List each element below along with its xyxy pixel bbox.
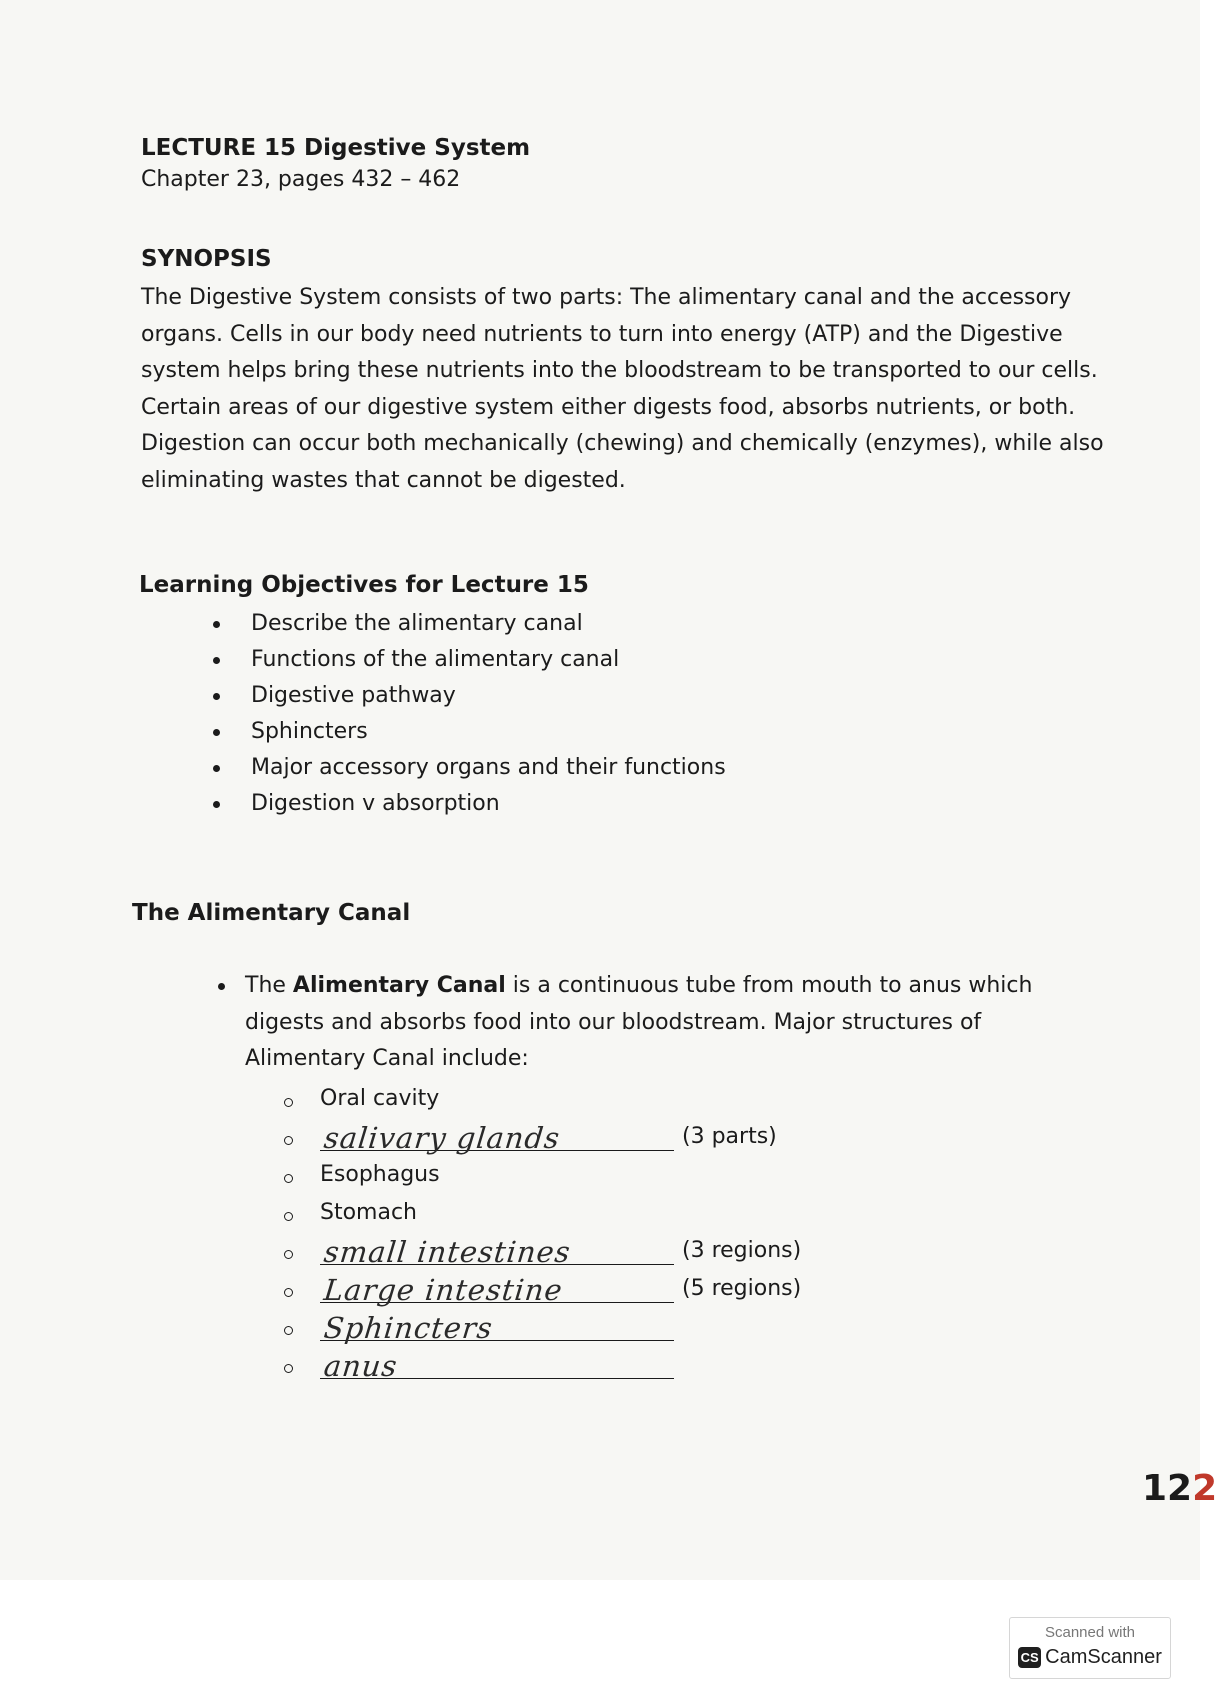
hollow-bullet-icon [284, 1136, 293, 1145]
bullet-icon [213, 729, 220, 736]
list-item [282, 1120, 842, 1158]
list-item [282, 1196, 842, 1234]
structure-text: Oral cavity [320, 1086, 440, 1111]
scanner-brand-row [1010, 1646, 1170, 1668]
structure-note: (3 regions) [682, 1238, 802, 1263]
page-number-visible: 12 [1142, 1468, 1193, 1509]
fill-in-blank [320, 1310, 674, 1345]
synopsis-section [141, 244, 1121, 500]
page-number-cut-digit: 2 [1192, 1468, 1217, 1509]
canal-description-prefix: The [245, 973, 293, 998]
objective-text: Digestive pathway [251, 683, 456, 708]
handwritten-answer: Large intestine [322, 1273, 565, 1307]
structure-text: Esophagus [320, 1162, 440, 1187]
page-number [1142, 1467, 1217, 1511]
learning-objectives-section [139, 570, 1119, 822]
objective-text: Describe the alimentary canal [251, 611, 583, 636]
list-item [139, 642, 1119, 678]
fill-in-blank [320, 1272, 674, 1307]
hollow-bullet-icon [284, 1174, 293, 1183]
objective-text: Functions of the alimentary canal [251, 647, 620, 672]
handwritten-answer: salivary glands [322, 1121, 562, 1155]
structure-text: Stomach [320, 1200, 418, 1225]
objectives-heading: Learning Objectives for Lecture 15 [139, 572, 589, 598]
list-item [282, 1310, 842, 1348]
bullet-icon [213, 657, 220, 664]
scanner-caption: Scanned with [1044, 1624, 1136, 1641]
chapter-reference: Chapter 23, pages 432 – 462 [141, 167, 461, 192]
alimentary-canal-section [132, 898, 1122, 1072]
canal-description [245, 968, 1075, 1078]
list-item [282, 1348, 842, 1386]
hollow-bullet-icon [284, 1212, 293, 1221]
canal-description-rest: is a continuous tube from mouth to anus which digests and absorbs food into our bloodstream. Major structures of Alimentary Canal include: [245, 973, 1033, 1072]
hollow-bullet-icon [284, 1288, 293, 1297]
scanner-brand-name: CamScanner [1045, 1646, 1162, 1668]
structure-note: (5 regions) [682, 1276, 802, 1301]
camscanner-logo-icon: CS [1018, 1647, 1041, 1668]
bullet-icon [213, 765, 220, 772]
list-item [282, 1158, 842, 1196]
list-item [139, 750, 1119, 786]
synopsis-text: The Digestive System consists of two parts: The alimentary canal and the accessory organs. Cells in our body need nutrients to turn into energy (ATP) and the Digestive system helps bring these nutrients into the bloodstream to be transported to our cells. Certain areas of our digestive system either digests food, absorbs nutrients, or both. Digestion can occur both mechanically (chewing) and chemically (enzymes), while also eliminating wastes that cannot be digested. [141, 285, 1104, 493]
handwritten-answer: small intestines [322, 1235, 573, 1269]
handwritten-answer: anus [322, 1349, 400, 1383]
lecture-title: LECTURE 15 Digestive System [141, 135, 531, 161]
bullet-icon [218, 983, 225, 990]
handwritten-answer: Sphincters [322, 1311, 495, 1345]
hollow-bullet-icon [284, 1250, 293, 1259]
hollow-bullet-icon [284, 1364, 293, 1373]
objective-text: Sphincters [251, 719, 368, 744]
list-item [139, 714, 1119, 750]
structure-note: (3 parts) [682, 1124, 777, 1149]
lecture-header [141, 133, 1101, 197]
fill-in-blank [320, 1120, 674, 1155]
objective-text: Digestion v absorption [251, 791, 500, 816]
list-item [282, 1234, 842, 1272]
synopsis-heading: SYNOPSIS [141, 246, 272, 272]
canal-term: Alimentary Canal [292, 973, 506, 998]
hollow-bullet-icon [284, 1326, 293, 1335]
list-item [282, 1082, 842, 1120]
list-item [139, 606, 1119, 642]
structures-list [282, 1082, 842, 1386]
bullet-icon [213, 801, 220, 808]
fill-in-blank [320, 1348, 674, 1383]
fill-in-blank [320, 1234, 674, 1269]
objective-text: Major accessory organs and their functions [251, 755, 726, 780]
camscanner-watermark [1009, 1617, 1171, 1679]
list-item [139, 786, 1119, 822]
list-item [282, 1272, 842, 1310]
objectives-list [139, 606, 1119, 822]
hollow-bullet-icon [284, 1098, 293, 1107]
canal-heading: The Alimentary Canal [132, 900, 411, 926]
bullet-icon [213, 621, 220, 628]
bullet-icon [213, 693, 220, 700]
list-item [139, 678, 1119, 714]
